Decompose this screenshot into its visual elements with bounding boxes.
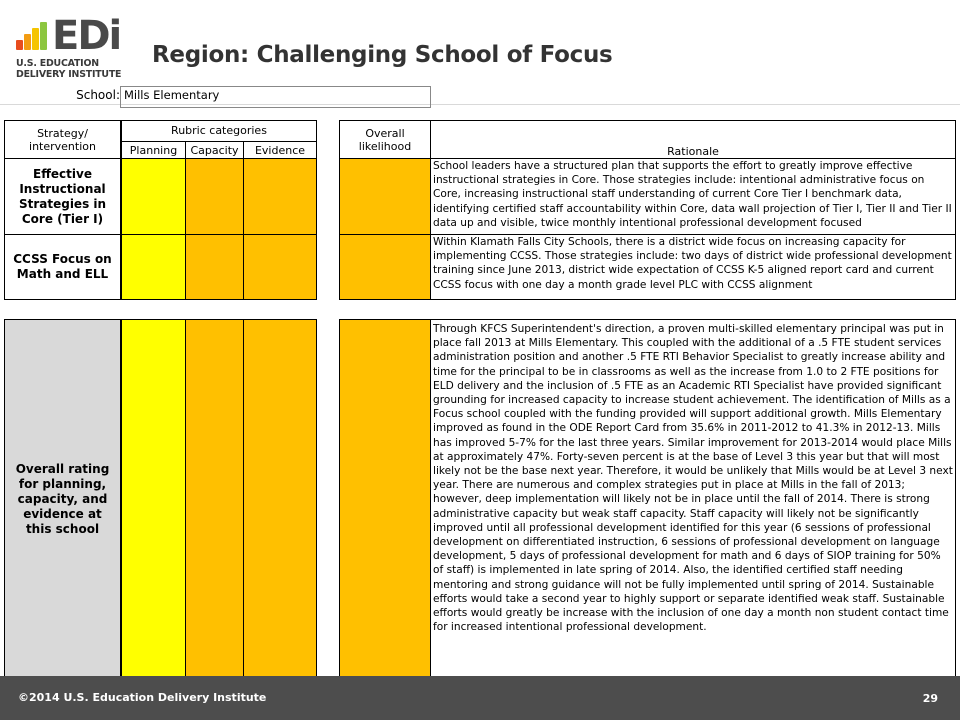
- evidence-rating-row-1: [243, 158, 317, 235]
- overall-rationale: Through KFCS Superintendent's direction, a proven multi-skilled elementary principal was put in place fall 2013 at Mills Elementary. This coupled with the additional of a .5 FTE student services administration position and another .5 FTE RTI Behavior Specialist to greatly increase ability and time for the principal to be in classrooms as well as the increase from 1.0 to 2 FTE positions for ELD delivery and the inclusion of .5 FTE as an Academic RTI Specialist have provided significant grounding for increased capacity to increase student achievement. The identification of Mills as a Focus school coupled with the funding provided will support additional growth. Mills Elementary improved as found in the ODE Report Card from 35.6% in 2011-2012 to 41.3% in 2012-13. Mills has improved 5-7% for the last three years. Similar improvement for 2013-2014 would place Mills at approximately 47%. Forty-seven percent is at the base of Level 3 this year but that will most likely not be the base next year. Therefore, it would be unlikely that Mills would be at Level 3 next year. There are numerous and complex strategies put in place at Mills in the fall of 2013; however, deep implementation will likely not be in place until the fall of 2014. There is strong administrative capacity but weak staff capacity. Staff capacity will likely not be significantly improved until all professional development identified for this year (6 sessions of professional development on differentiated instruction, 6 sessions of professional development on language development, 5 days of professional development for math and 6 days of SIOP training for 50% of staff) is implemented in late spring of 2014. Also, the identified certified staff needing mentoring and strong guidance will not be fully implemented until spring of 2014. Sustainable efforts would take a second year to highly support or separate identified weak staff. Sustainable efforts would greatly be increase with the inclusion of one day a month non student contact time for increased intentional professional development.: [430, 319, 956, 679]
- logo-subtitle-line2: DELIVERY INSTITUTE: [16, 69, 122, 80]
- header-planning: Planning: [121, 141, 186, 159]
- evidence-rating-row-2: [243, 234, 317, 300]
- logo-bar-1: [16, 40, 23, 50]
- overall-evidence-rating: [243, 319, 317, 679]
- logo-subtitle-line1: U.S. EDUCATION: [16, 58, 99, 69]
- overall-planning-rating: [121, 319, 186, 679]
- header-rubric-categories: Rubric categories: [121, 120, 317, 142]
- header-evidence: Evidence: [243, 141, 317, 159]
- strategy-row-2: CCSS Focus on Math and ELL: [4, 234, 121, 300]
- header-strategy: Strategy/ intervention: [4, 120, 121, 159]
- logo-bar-2: [24, 34, 31, 50]
- footer-bar: [0, 676, 960, 720]
- rationale-row-1: School leaders have a structured plan that supports the effort to greatly improve effective instructional strategies in Core. Those strategies include: intentional administrative focus on Core, increasing instructional staff understanding of current Core Tier I benchmark data, identifying certified staff accountability within Core, data wall projection of Tier I, Tier II and Tier II data up and visible, twice monthly intentional professional development focused: [430, 158, 956, 235]
- page-title: Region: Challenging School of Focus: [152, 42, 613, 68]
- logo-subtitle: [16, 58, 126, 80]
- school-value: Mills Elementary: [120, 86, 431, 108]
- school-label: School:: [76, 88, 120, 102]
- strategy-row-1: Effective Instructional Strategies in Core (Tier I): [4, 158, 121, 235]
- logo-wordmark: EDi: [52, 13, 121, 59]
- planning-rating-row-2: [121, 234, 186, 300]
- header-capacity: Capacity: [185, 141, 244, 159]
- page-number: 29: [922, 692, 938, 705]
- header-overall-likelihood: Overall likelihood: [339, 120, 431, 159]
- edi-logo: [14, 13, 124, 84]
- logo-bar-3: [32, 28, 39, 50]
- capacity-rating-row-1: [185, 158, 244, 235]
- planning-rating-row-1: [121, 158, 186, 235]
- overall-likelihood-row-2: [339, 234, 431, 300]
- header-rationale: Rationale: [430, 120, 956, 159]
- overall-likelihood-row-1: [339, 158, 431, 235]
- overall-capacity-rating: [185, 319, 244, 679]
- overall-likelihood-rating: [339, 319, 431, 679]
- capacity-rating-row-2: [185, 234, 244, 300]
- footer-copyright: ©2014 U.S. Education Delivery Institute: [18, 691, 267, 704]
- overall-rating-label: Overall rating for planning, capacity, and evidence at this school: [4, 319, 121, 679]
- rationale-row-2: Within Klamath Falls City Schools, there is a district wide focus on increasing capacity for implementing CCSS. Those strategies include: two days of district wide professional development training since June 2013, district wide expectation of CCSS K-5 aligned report card and current CCSS focus with one day a month grade level PLC with CCSS alignment: [430, 234, 956, 300]
- logo-bar-4: [40, 22, 47, 50]
